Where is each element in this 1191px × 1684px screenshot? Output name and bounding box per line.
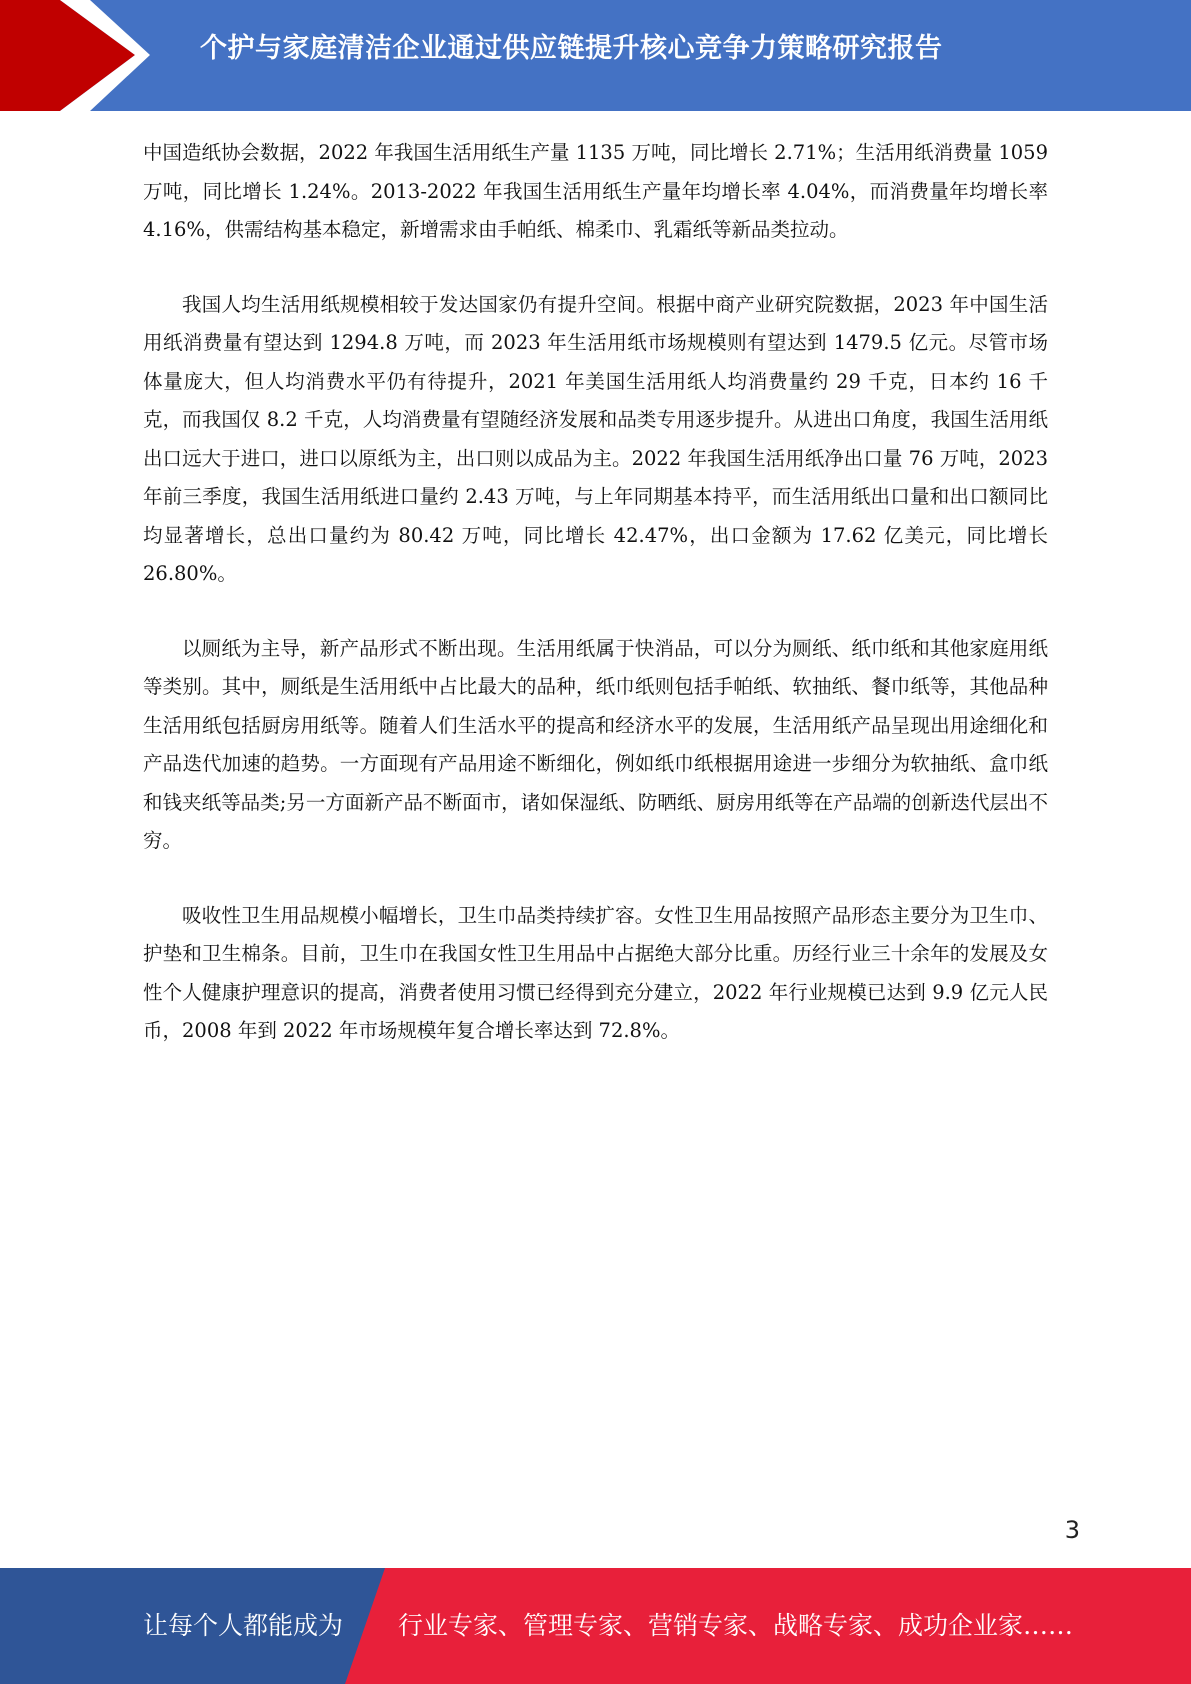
paragraph-absorbent-hygiene: 吸收性卫生用品规模小幅增长，卫生巾品类持续扩容。女性卫生用品按照产品形态主要分为卫生巾、护垫和卫生棉条。目前，卫生巾在我国女性卫生用品中占据绝大部分比重。历经行业三十余年的发展及女性个人健康护理意识的提高，消费者使用习惯已经得到充分建立，2022 年行业规模已达到 9.9 亿元人民币，2008 年到 2022 年市场规模年复合增长率达到 72.8%。: [143, 903, 1048, 1042]
page-number: 3: [1064, 1516, 1080, 1544]
paragraph-paper-production: 中国造纸协会数据，2022 年我国生活用纸生产量 1135 万吨，同比增长 2.71%；生活用纸消费量 1059 万吨，同比增长 1.24%。2013-2022 年我国生活用纸生产量年均增长率 4.04%，而消费量年均增长率 4.16%，供需结构基本稳定，新增需求由手帕纸、棉柔巾、乳霜纸等新品类拉动。: [143, 141, 1048, 241]
page-footer: [0, 1568, 1191, 1684]
footer-slogan-right: 行业专家、管理专家、营销专家、战略专家、成功企业家……: [398, 1611, 1074, 1640]
paragraph-per-capita-consumption: 我国人均生活用纸规模相较于发达国家仍有提升空间。根据中商产业研究院数据，2023 年中国生活用纸消费量有望达到 1294.8 万吨，而 2023 年生活用纸市场规模则有望达到 1479.5 亿元。尽管市场体量庞大，但人均消费水平仍有待提升，2021 年美国生活用纸人均消费量约 29 千克，日本约 16 千克，而我国仅 8.2 千克，人均消费量有望随经济发展和品类专用逐步提升。从进出口角度，我国生活用纸出口远大于进口，进口以原纸为主，出口则以成品为主。2022 年我国生活用纸净出口量 76 万吨，2023 年前三季度，我国生活用纸进口量约 2.43 万吨，与上年同期基本持平，而生活用纸出口量和出口额同比均显著增长，总出口量约为 80.42 万吨，同比增长 42.47%，出口金额为 17.62 亿美元，同比增长 26.80%。: [143, 292, 1048, 585]
report-title: 个护与家庭清洁企业通过供应链提升核心竞争力策略研究报告: [200, 33, 943, 64]
paragraph-toilet-paper-products: 以厕纸为主导，新产品形式不断出现。生活用纸属于快消品，可以分为厕纸、纸巾纸和其他家庭用纸等类别。其中，厕纸是生活用纸中占比最大的品种，纸巾纸则包括手帕纸、软抽纸、餐巾纸等，其他品种生活用纸包括厨房用纸等。随着人们生活水平的提高和经济水平的发展，生活用纸产品呈现出用途细化和产品迭代加速的趋势。一方面现有产品用途不断细化，例如纸巾纸根据用途进一步细分为软抽纸、盒巾纸和钱夹纸等品类;另一方面新产品不断面市，诸如保湿纸、防晒纸、厨房用纸等在产品端的创新迭代层出不穷。: [143, 636, 1048, 852]
page-header: [0, 0, 1191, 111]
footer-slogan-left: 让每个人都能成为: [143, 1611, 344, 1640]
body-content: [143, 134, 1048, 1087]
